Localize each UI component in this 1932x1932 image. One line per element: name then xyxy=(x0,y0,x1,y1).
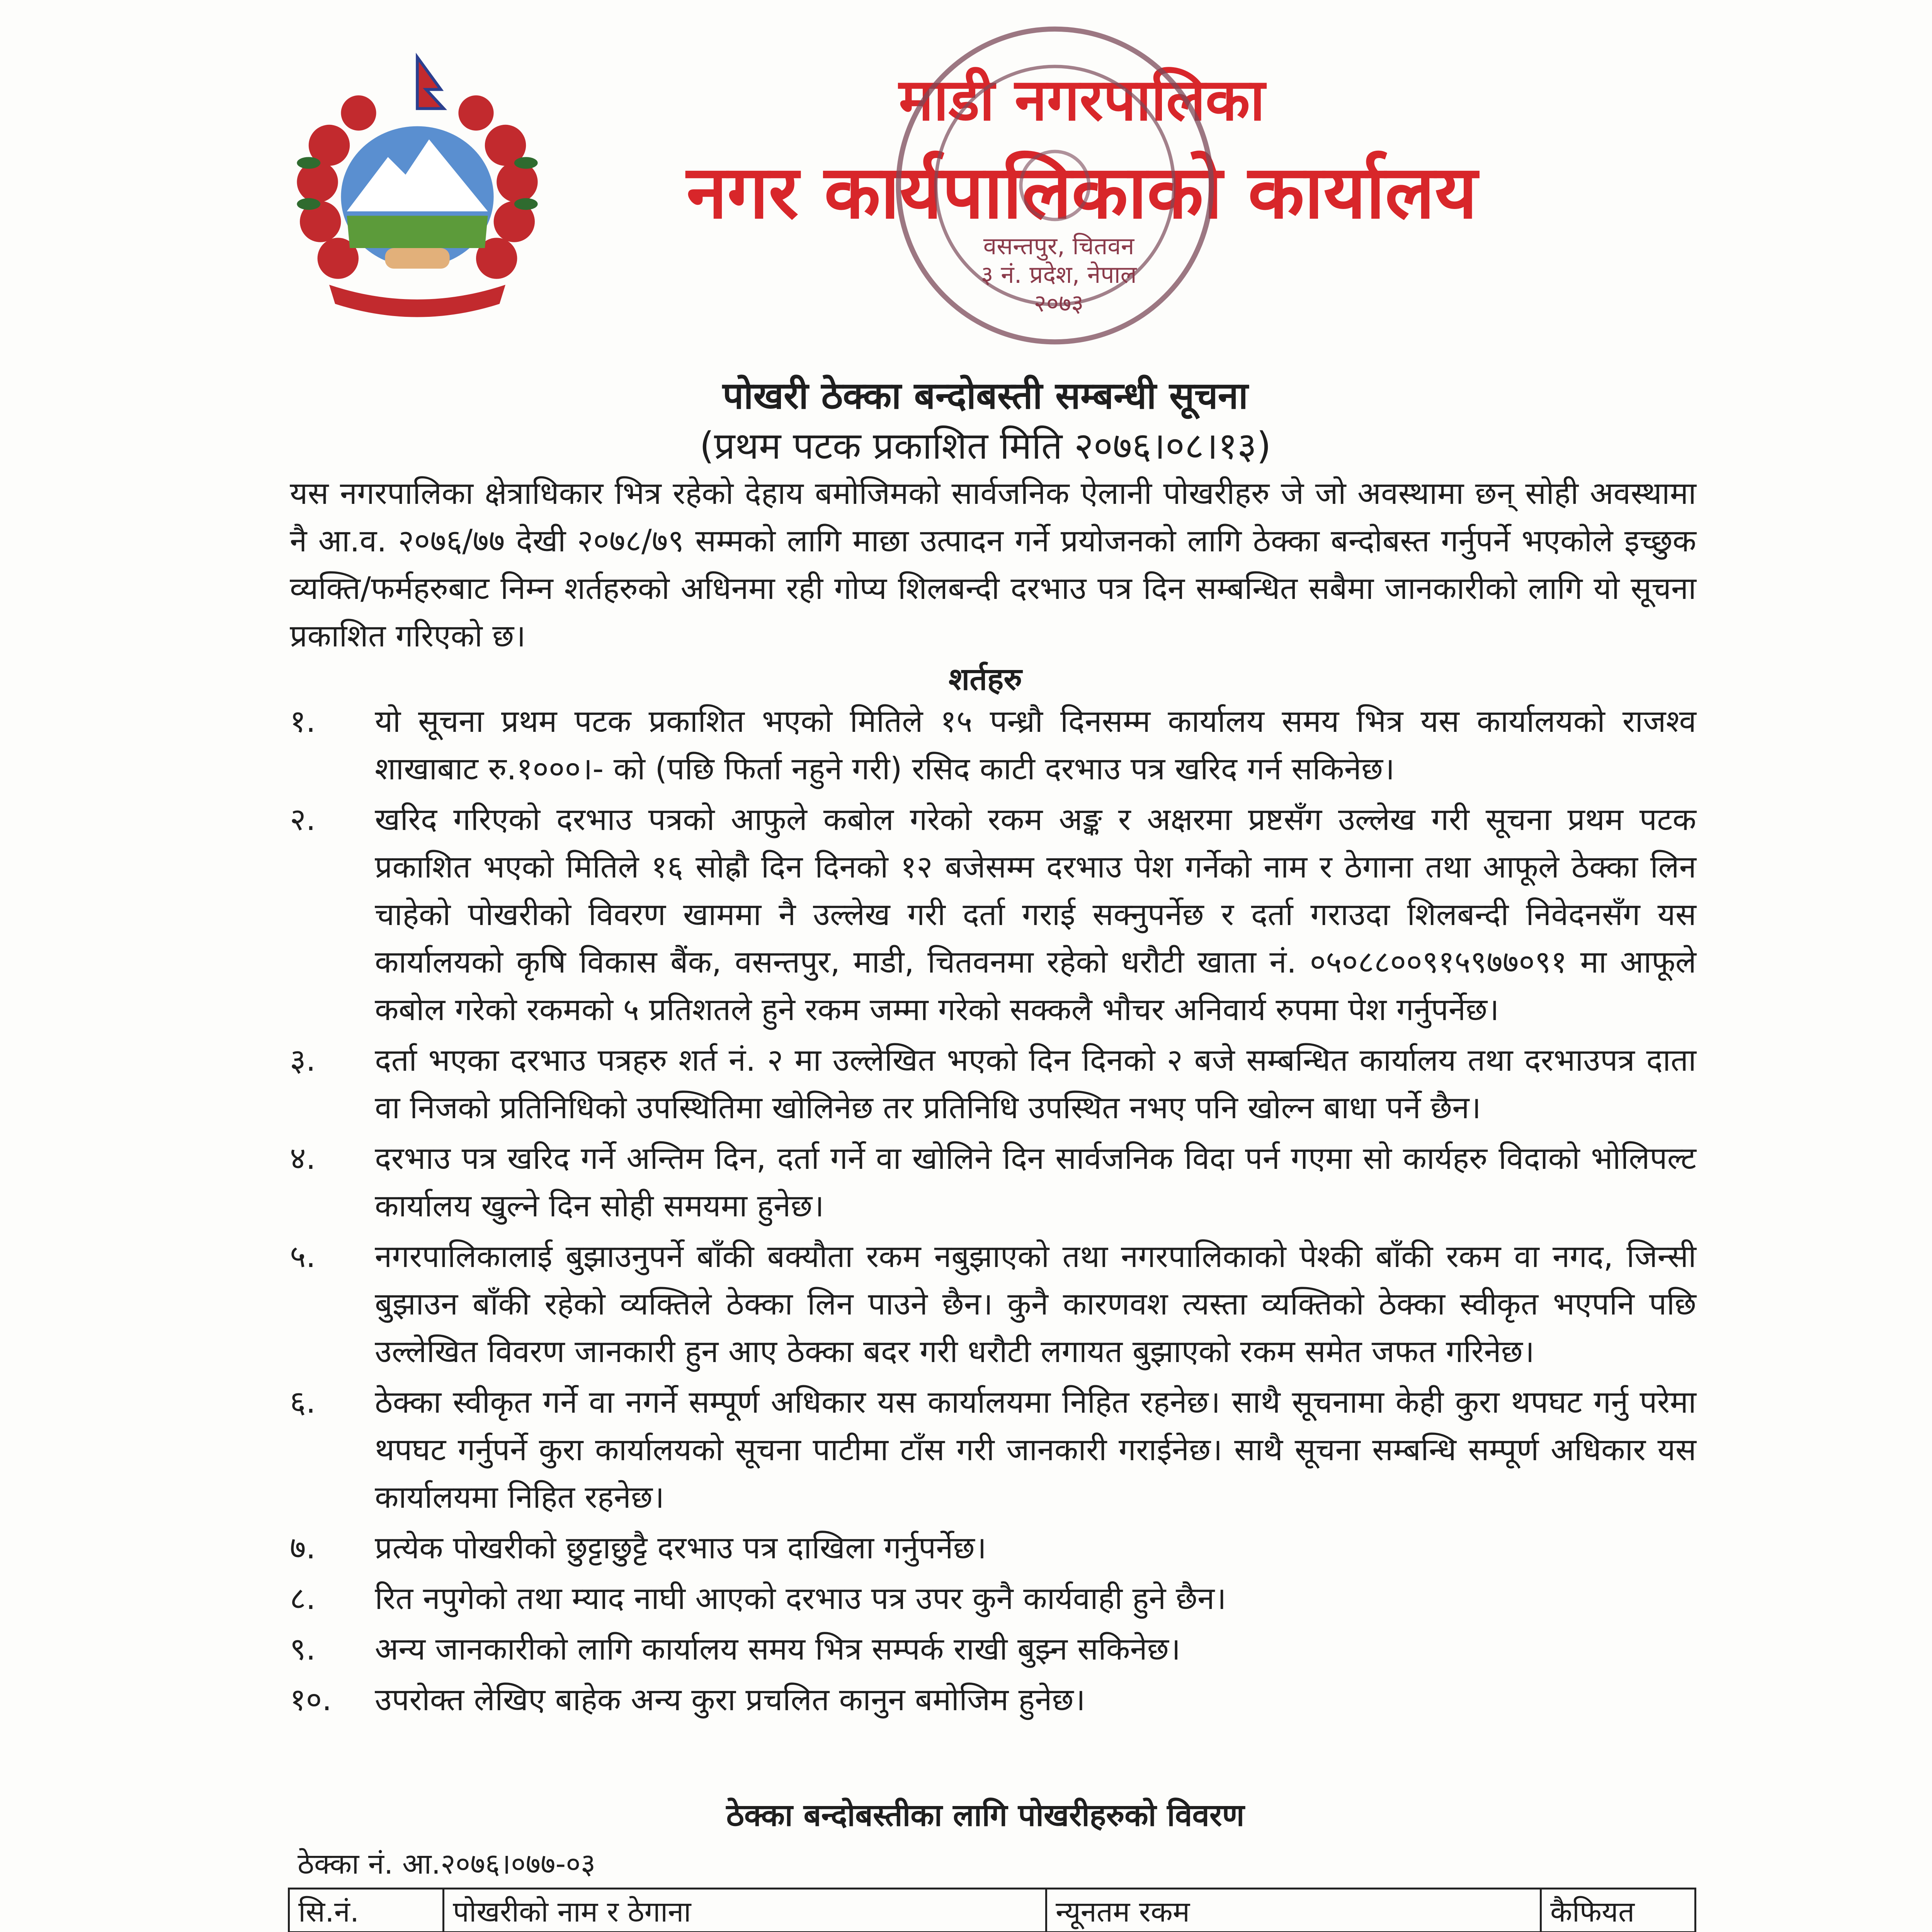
notice-subtitle: (प्रथम पटक प्रकाशित मिति २०७६।०८।१३) xyxy=(699,424,1271,468)
stamp-line: २०७३ xyxy=(1034,289,1084,317)
condition-number: ५. xyxy=(290,1238,316,1274)
condition-item xyxy=(290,1233,1696,1375)
condition-item xyxy=(290,1625,1696,1673)
column-header-remarks: कैफियत xyxy=(1541,1889,1696,1932)
column-header-serial: सि.नं. xyxy=(289,1889,444,1932)
ponds-table xyxy=(288,1888,1696,1932)
condition-item xyxy=(290,1036,1696,1131)
contract-number: ठेक्का नं. आ.२०७६।०७७-०३ xyxy=(298,1847,596,1881)
condition-number: ४. xyxy=(290,1140,316,1176)
table-heading: ठेक्का बन्दोबस्तीका लागि पोखरीहरुको विवरण xyxy=(726,1797,1245,1833)
condition-item xyxy=(290,697,1696,793)
condition-item xyxy=(290,1575,1696,1622)
condition-number: ७. xyxy=(290,1530,316,1566)
condition-number: ९. xyxy=(290,1631,316,1667)
municipality-name: माडी नगरपालिका xyxy=(899,66,1265,134)
condition-number: २. xyxy=(290,801,316,837)
condition-text: खरिद गरिएको दरभाउ पत्रको आफुले कबोल गरेको रकम अङ्क र अक्षरमा प्रष्टसँग उल्लेख गरी सूचना प्रथम पटक प्रकाशित भएको मितिले १६ सोह्रौ दिन दिनको १२ बजेसम्म दरभाउ पेश गर्नेको नाम र ठेगाना तथा आफूले ठेक्का लिन चाहेको पोखरीको विवरण खाममा नै उल्लेख गरी दर्ता गराई सक्नुपर्नेछ र दर्ता गराउदा शिलबन्दी निवेदनसँग यस कार्यालयको कृषि विकास बैंक, वसन्तपुर, माडी, चितवनमा रहेको धरौटी खाता नं. ०५०८८००९१५९७७०९१ मा आफूले कबोल गरेको रकमको ५ प्रतिशतले हुने रकम जम्मा गरेको सक्कलै भौचर अनिवार्य रुपमा पेश गर्नुपर्नेछ। xyxy=(375,801,1696,1027)
condition-text: दरभाउ पत्र खरिद गर्ने अन्तिम दिन, दर्ता गर्ने वा खोलिने दिन सार्वजनिक विदा पर्न गएमा सो कार्यहरु विदाको भोलिपल्ट कार्यालय खुल्ने दिन सोही समयमा हुनेछ। xyxy=(375,1140,1696,1224)
condition-number: १०. xyxy=(290,1682,332,1718)
stamp-line: वसन्तपुर, चितवन xyxy=(983,232,1134,260)
office-name: नगर कार्यपालिकाको कार्यालय xyxy=(686,150,1478,235)
condition-number: १. xyxy=(290,703,316,739)
condition-item xyxy=(290,1378,1696,1521)
condition-text: उपरोक्त लेखिए बाहेक अन्य कुरा प्रचलित कानुन बमोजिम हुनेछ। xyxy=(375,1682,1085,1718)
conditions-list xyxy=(290,697,1696,1726)
condition-item xyxy=(290,1134,1696,1230)
condition-text: दर्ता भएका दरभाउ पत्रहरु शर्त नं. २ मा उल्लेखित भएको दिन दिनको २ बजे सम्बन्धित कार्यालय तथा दरभाउपत्र दाता वा निजको प्रतिनिधिको उपस्थितिमा खोलिनेछ तर प्रतिनिधि उपस्थित नभए पनि खोल्न बाधा पर्ने छैन। xyxy=(375,1042,1696,1126)
condition-item xyxy=(290,1524,1696,1571)
nepal-emblem-icon xyxy=(270,43,564,336)
condition-number: ६. xyxy=(290,1384,316,1420)
condition-text: नगरपालिकालाई बुझाउनुपर्ने बाँकी बक्यौता रकम नबुझाएको तथा नगरपालिकाको पेश्की बाँकी रकम वा नगद, जिन्सी बुझाउन बाँकी रहेको व्यक्तिले ठेक्का लिन पाउने छैन। कुनै कारणवश त्यस्ता व्यक्तिको ठेक्का स्वीकृत भएपनि पछि उल्लेखित विवरण जानकारी हुन आए ठेक्का बदर गरी धरौटी लगायत बुझाएको रकम समेत जफत गरिनेछ। xyxy=(375,1238,1696,1369)
stamp-text xyxy=(889,232,1229,318)
conditions-heading: शर्तहरु xyxy=(948,661,1022,697)
column-header-minimum-amount: न्यूनतम रकम xyxy=(1046,1889,1541,1932)
condition-item xyxy=(290,1676,1696,1723)
notice-intro: यस नगरपालिका क्षेत्राधिकार भित्र रहेको देहाय बमोजिमको सार्वजनिक ऐलानी पोखरीहरु जे जो अवस्थामा छन् सोही अवस्थामा नै आ.व. २०७६/७७ देखी २०७८/७९ सम्मको लागि माछा उत्पादन गर्ने प्रयोजनको लागि ठेक्का बन्दोबस्त गर्नुपर्ने भएकोले इच्छुक व्यक्ति/फर्महरुबाट निम्न शर्तहरुको अधिनमा रही गोप्य शिलबन्दी दरभाउ पत्र दिन सम्बन्धित सबैमा जानकारीको लागि यो सूचना प्रकाशित गरिएको छ। xyxy=(290,475,1696,654)
condition-number: ८. xyxy=(290,1580,316,1616)
condition-item xyxy=(290,796,1696,1033)
stamp-line: ३ नं. प्रदेश, नेपाल xyxy=(981,260,1137,289)
condition-text: ठेक्का स्वीकृत गर्ने वा नगर्ने सम्पूर्ण अधिकार यस कार्यालयमा निहित रहनेछ। साथै सूचनामा केही कुरा थपघट गर्नु परेमा थपघट गर्नुपर्ने कुरा कार्यालयको सूचना पाटीमा टाँस गरी जानकारी गराईनेछ। साथै सूचना सम्बन्धि सम्पूर्ण अधिकार यस कार्यालयमा निहित रहनेछ। xyxy=(375,1384,1696,1515)
column-header-pond: पोखरीको नाम र ठेगाना xyxy=(444,1889,1046,1932)
condition-text: रित नपुगेको तथा म्याद नाघी आएको दरभाउ पत्र उपर कुनै कार्यवाही हुने छैन। xyxy=(375,1580,1226,1616)
condition-text: अन्य जानकारीको लागि कार्यालय समय भित्र सम्पर्क राखी बुझ्न सकिनेछ। xyxy=(375,1631,1181,1667)
notice-title: पोखरी ठेक्का बन्दोबस्ती सम्बन्धी सूचना xyxy=(723,374,1248,417)
table-header-row xyxy=(289,1889,1696,1932)
condition-text: यो सूचना प्रथम पटक प्रकाशित भएको मितिले १५ पन्ध्रौ दिनसम्म कार्यालय समय भित्र यस कार्यालयको राजश्व शाखाबाट रु.१०००।- को (पछि फिर्ता नहुने गरी) रसिद काटी दरभाउ पत्र खरिद गर्न सकिनेछ। xyxy=(375,703,1696,787)
condition-text: प्रत्येक पोखरीको छुट्टाछुट्टै दरभाउ पत्र दाखिला गर्नुपर्नेछ। xyxy=(375,1530,987,1566)
condition-number: ३. xyxy=(290,1042,316,1078)
